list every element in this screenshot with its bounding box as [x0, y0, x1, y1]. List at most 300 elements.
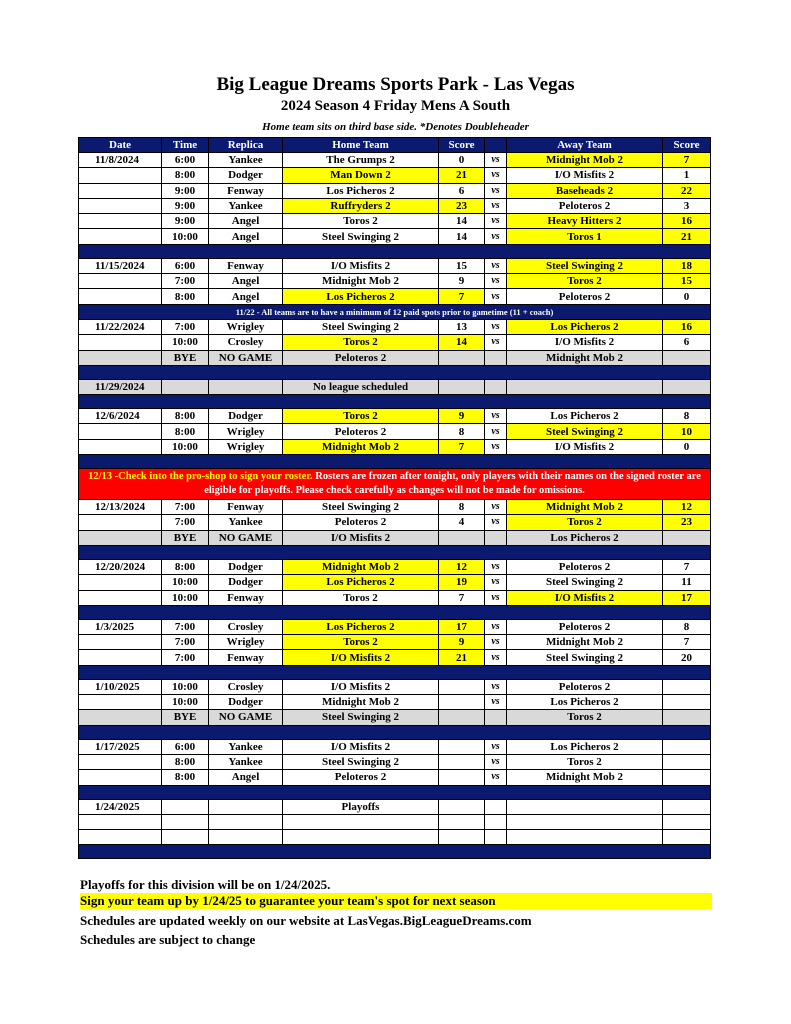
- home-score: 19: [439, 575, 485, 590]
- game-time: 10:00: [162, 229, 209, 244]
- home-team: Toros 2: [283, 214, 439, 229]
- game-replica: Dodger: [209, 168, 283, 183]
- separator-cell: [79, 545, 711, 559]
- away-score: 15: [663, 274, 711, 289]
- empty-cell: [162, 814, 209, 829]
- home-team: Man Down 2: [283, 168, 439, 183]
- away-score: [663, 710, 711, 725]
- game-row: [79, 168, 711, 183]
- game-row: [79, 500, 711, 515]
- empty-cell: [439, 379, 485, 394]
- home-team: I/O Misfits 2: [283, 650, 439, 665]
- game-time: 10:00: [162, 439, 209, 454]
- away-score: 10: [663, 424, 711, 439]
- col-date: Date: [79, 138, 162, 153]
- home-score: 8: [439, 500, 485, 515]
- page-title: Big League Dreams Sports Park - Las Vegas: [216, 74, 575, 95]
- home-score: [439, 695, 485, 710]
- home-team: Los Picheros 2: [283, 575, 439, 590]
- away-score: 22: [663, 183, 711, 198]
- game-date: [79, 575, 162, 590]
- col-home-team: Home Team: [283, 138, 439, 153]
- home-team: Toros 2: [283, 335, 439, 350]
- game-time: BYE: [162, 530, 209, 545]
- home-score: [439, 770, 485, 785]
- playoffs-text: Playoffs: [283, 799, 439, 814]
- empty-cell: [162, 830, 209, 845]
- game-replica: Crosley: [209, 335, 283, 350]
- game-time: 7:00: [162, 635, 209, 650]
- game-row: [79, 289, 711, 304]
- home-score: [439, 679, 485, 694]
- schedule-note: Home team sits on third base side. *Denotes Doubleheader: [262, 121, 529, 133]
- away-score: 3: [663, 198, 711, 213]
- game-replica: Dodger: [209, 409, 283, 424]
- game-time: 6:00: [162, 739, 209, 754]
- game-date: [79, 229, 162, 244]
- game-time: 7:00: [162, 500, 209, 515]
- game-time: 9:00: [162, 214, 209, 229]
- week-separator: [79, 365, 711, 379]
- vs-label: vs: [485, 335, 507, 350]
- vs-label: vs: [485, 635, 507, 650]
- game-date: [79, 710, 162, 725]
- away-score: [663, 530, 711, 545]
- col-time: Time: [162, 138, 209, 153]
- separator-cell: [79, 455, 711, 469]
- away-team: Los Picheros 2: [507, 530, 663, 545]
- notice-row: [79, 304, 711, 319]
- vs-label: vs: [485, 168, 507, 183]
- away-score: 18: [663, 258, 711, 273]
- away-score: [663, 770, 711, 785]
- away-team: I/O Misfits 2: [507, 335, 663, 350]
- bye-row: [79, 350, 711, 365]
- game-time: 8:00: [162, 424, 209, 439]
- game-time: BYE: [162, 350, 209, 365]
- vs-label: vs: [485, 619, 507, 634]
- game-time: 7:00: [162, 515, 209, 530]
- away-score: [663, 679, 711, 694]
- game-time: 7:00: [162, 650, 209, 665]
- game-replica: NO GAME: [209, 710, 283, 725]
- home-team: Steel Swinging 2: [283, 500, 439, 515]
- separator-cell: [79, 365, 711, 379]
- empty-cell: [209, 814, 283, 829]
- game-replica: Fenway: [209, 500, 283, 515]
- game-time: 8:00: [162, 559, 209, 574]
- week-separator: [79, 725, 711, 739]
- vs-label: vs: [485, 439, 507, 454]
- game-replica: Yankee: [209, 515, 283, 530]
- vs-label: vs: [485, 319, 507, 334]
- empty-cell: [283, 830, 439, 845]
- game-date: 12/6/2024: [79, 409, 162, 424]
- vs-label: [485, 530, 507, 545]
- game-time: 6:00: [162, 153, 209, 168]
- game-row: [79, 559, 711, 574]
- notice-text: 11/22 - All teams are to have a minimum of 12 paid spots prior to gametime (11 + coach): [79, 304, 711, 319]
- game-replica: Angel: [209, 289, 283, 304]
- separator-cell: [79, 725, 711, 739]
- game-row: [79, 153, 711, 168]
- empty-cell: [209, 379, 283, 394]
- game-date: [79, 350, 162, 365]
- game-time: 8:00: [162, 168, 209, 183]
- game-row: [79, 183, 711, 198]
- game-row: [79, 515, 711, 530]
- game-date: [79, 650, 162, 665]
- game-row: [79, 214, 711, 229]
- footer-signup: Sign your team up by 1/24/25 to guarantee your team's spot for next season: [80, 893, 712, 909]
- game-time: 8:00: [162, 754, 209, 769]
- col-home-score: Score: [439, 138, 485, 153]
- game-replica: Fenway: [209, 258, 283, 273]
- home-score: 6: [439, 183, 485, 198]
- week-separator: [79, 605, 711, 619]
- empty-cell: [439, 814, 485, 829]
- empty-cell: [162, 799, 209, 814]
- game-replica: Crosley: [209, 619, 283, 634]
- away-score: 7: [663, 635, 711, 650]
- away-score: 16: [663, 319, 711, 334]
- roster-alert-text: Rosters are frozen after tonight, only players with their names on the signed roster are eligible for playoffs. Please check carefully as changes will not be made for omissions.: [204, 471, 701, 497]
- game-replica: Fenway: [209, 183, 283, 198]
- game-time: 10:00: [162, 679, 209, 694]
- away-team: Los Picheros 2: [507, 695, 663, 710]
- empty-cell: [485, 830, 507, 845]
- home-team: Ruffryders 2: [283, 198, 439, 213]
- home-score: 21: [439, 650, 485, 665]
- game-row: [79, 198, 711, 213]
- week-separator: [79, 395, 711, 409]
- game-replica: Angel: [209, 214, 283, 229]
- game-replica: NO GAME: [209, 530, 283, 545]
- game-date: [79, 439, 162, 454]
- game-replica: Dodger: [209, 559, 283, 574]
- away-score: 23: [663, 515, 711, 530]
- vs-label: vs: [485, 229, 507, 244]
- home-team: Steel Swinging 2: [283, 319, 439, 334]
- empty-cell: [507, 830, 663, 845]
- game-date: [79, 754, 162, 769]
- vs-label: vs: [485, 258, 507, 273]
- game-row: [79, 650, 711, 665]
- empty-cell: [439, 830, 485, 845]
- home-score: 14: [439, 229, 485, 244]
- game-replica: Dodger: [209, 695, 283, 710]
- empty-cell: [162, 379, 209, 394]
- game-replica: Angel: [209, 770, 283, 785]
- home-team: Los Picheros 2: [283, 289, 439, 304]
- game-time: 9:00: [162, 198, 209, 213]
- away-team: Toros 1: [507, 229, 663, 244]
- game-row: [79, 439, 711, 454]
- blank-row: [79, 814, 711, 829]
- home-score: 14: [439, 335, 485, 350]
- game-replica: Yankee: [209, 198, 283, 213]
- game-date: [79, 590, 162, 605]
- separator-cell: [79, 845, 711, 859]
- game-time: 9:00: [162, 183, 209, 198]
- game-row: [79, 739, 711, 754]
- away-score: 8: [663, 409, 711, 424]
- vs-label: vs: [485, 559, 507, 574]
- home-team: Steel Swinging 2: [283, 229, 439, 244]
- separator-cell: [79, 665, 711, 679]
- away-score: 0: [663, 289, 711, 304]
- game-time: 10:00: [162, 575, 209, 590]
- home-score: 17: [439, 619, 485, 634]
- game-date: [79, 515, 162, 530]
- game-replica: NO GAME: [209, 350, 283, 365]
- empty-cell: [507, 379, 663, 394]
- home-team: Los Picheros 2: [283, 619, 439, 634]
- game-date: [79, 635, 162, 650]
- game-replica: Yankee: [209, 739, 283, 754]
- vs-label: vs: [485, 695, 507, 710]
- game-time: 10:00: [162, 695, 209, 710]
- away-team: Peloteros 2: [507, 289, 663, 304]
- vs-label: vs: [485, 575, 507, 590]
- bye-row: [79, 530, 711, 545]
- home-team: Steel Swinging 2: [283, 710, 439, 725]
- home-score: 8: [439, 424, 485, 439]
- home-team: Peloteros 2: [283, 350, 439, 365]
- game-date: 1/10/2025: [79, 679, 162, 694]
- game-date: [79, 530, 162, 545]
- away-team: Peloteros 2: [507, 559, 663, 574]
- away-team: Midnight Mob 2: [507, 500, 663, 515]
- schedule-header-row: [79, 138, 711, 153]
- home-team: The Grumps 2: [283, 153, 439, 168]
- home-score: 9: [439, 409, 485, 424]
- col-away-team: Away Team: [507, 138, 663, 153]
- home-score: [439, 710, 485, 725]
- game-row: [79, 770, 711, 785]
- home-score: 23: [439, 198, 485, 213]
- game-date: 11/8/2024: [79, 153, 162, 168]
- game-time: 7:00: [162, 274, 209, 289]
- empty-cell: [79, 830, 162, 845]
- vs-label: vs: [485, 274, 507, 289]
- game-row: [79, 229, 711, 244]
- away-team: Peloteros 2: [507, 198, 663, 213]
- game-date: [79, 770, 162, 785]
- vs-label: vs: [485, 650, 507, 665]
- away-team: Peloteros 2: [507, 619, 663, 634]
- home-score: 12: [439, 559, 485, 574]
- blank-row: [79, 830, 711, 845]
- away-score: [663, 350, 711, 365]
- empty-cell: [507, 814, 663, 829]
- game-row: [79, 274, 711, 289]
- game-replica: Yankee: [209, 153, 283, 168]
- game-row: [79, 619, 711, 634]
- game-time: 8:00: [162, 409, 209, 424]
- away-score: [663, 695, 711, 710]
- away-score: 11: [663, 575, 711, 590]
- game-replica: Wrigley: [209, 319, 283, 334]
- game-row: [79, 424, 711, 439]
- away-team: I/O Misfits 2: [507, 168, 663, 183]
- col-vs: [485, 138, 507, 153]
- empty-cell: [209, 830, 283, 845]
- game-time: 8:00: [162, 289, 209, 304]
- week-separator: [79, 545, 711, 559]
- game-replica: Wrigley: [209, 439, 283, 454]
- home-score: 0: [439, 153, 485, 168]
- vs-label: vs: [485, 198, 507, 213]
- game-replica: Fenway: [209, 590, 283, 605]
- game-date: [79, 335, 162, 350]
- home-team: Los Picheros 2: [283, 183, 439, 198]
- game-date: [79, 168, 162, 183]
- game-row: [79, 754, 711, 769]
- empty-cell: [439, 799, 485, 814]
- home-team: Midnight Mob 2: [283, 559, 439, 574]
- game-date: [79, 695, 162, 710]
- game-row: [79, 409, 711, 424]
- vs-label: vs: [485, 183, 507, 198]
- away-team: Steel Swinging 2: [507, 650, 663, 665]
- vs-label: vs: [485, 515, 507, 530]
- home-score: 7: [439, 590, 485, 605]
- game-time: 7:00: [162, 319, 209, 334]
- roster-alert: [79, 469, 711, 500]
- home-team: I/O Misfits 2: [283, 258, 439, 273]
- away-team: Steel Swinging 2: [507, 575, 663, 590]
- game-row: [79, 695, 711, 710]
- home-team: Midnight Mob 2: [283, 274, 439, 289]
- week-separator: [79, 665, 711, 679]
- away-score: 7: [663, 559, 711, 574]
- home-score: 9: [439, 274, 485, 289]
- separator-cell: [79, 244, 711, 258]
- col-away-score: Score: [663, 138, 711, 153]
- roster-alert-row: [79, 469, 711, 500]
- away-team: Peloteros 2: [507, 679, 663, 694]
- vs-label: vs: [485, 409, 507, 424]
- vs-label: [485, 350, 507, 365]
- away-team: Steel Swinging 2: [507, 258, 663, 273]
- separator-cell: [79, 395, 711, 409]
- away-score: 7: [663, 153, 711, 168]
- game-replica: Angel: [209, 274, 283, 289]
- game-row: [79, 575, 711, 590]
- game-time: 10:00: [162, 590, 209, 605]
- game-row: [79, 679, 711, 694]
- week-separator: [79, 455, 711, 469]
- away-score: 17: [663, 590, 711, 605]
- game-date: [79, 424, 162, 439]
- game-row: [79, 319, 711, 334]
- game-row: [79, 635, 711, 650]
- home-team: Steel Swinging 2: [283, 754, 439, 769]
- home-score: 21: [439, 168, 485, 183]
- away-team: Toros 2: [507, 515, 663, 530]
- week-separator: [79, 785, 711, 799]
- empty-cell: [663, 830, 711, 845]
- home-score: 9: [439, 635, 485, 650]
- vs-label: vs: [485, 153, 507, 168]
- game-date: [79, 274, 162, 289]
- away-score: 20: [663, 650, 711, 665]
- vs-label: vs: [485, 754, 507, 769]
- home-score: [439, 350, 485, 365]
- game-replica: Wrigley: [209, 424, 283, 439]
- game-date: [79, 289, 162, 304]
- empty-cell: [663, 799, 711, 814]
- game-time: 10:00: [162, 335, 209, 350]
- roster-alert-lead: 12/13 -Check into the pro-shop to sign your roster.: [88, 471, 313, 483]
- vs-label: vs: [485, 739, 507, 754]
- game-replica: Fenway: [209, 650, 283, 665]
- home-team: Toros 2: [283, 409, 439, 424]
- home-team: Toros 2: [283, 590, 439, 605]
- home-score: 14: [439, 214, 485, 229]
- away-team: Midnight Mob 2: [507, 350, 663, 365]
- game-row: [79, 335, 711, 350]
- home-team: Midnight Mob 2: [283, 695, 439, 710]
- empty-cell: [485, 814, 507, 829]
- away-score: 1: [663, 168, 711, 183]
- game-date: 11/22/2024: [79, 319, 162, 334]
- game-date: [79, 183, 162, 198]
- no-league-row: [79, 379, 711, 394]
- home-team: I/O Misfits 2: [283, 679, 439, 694]
- game-date: 1/17/2025: [79, 739, 162, 754]
- home-team: I/O Misfits 2: [283, 739, 439, 754]
- game-date: 11/15/2024: [79, 258, 162, 273]
- empty-cell: [209, 799, 283, 814]
- bye-row: [79, 710, 711, 725]
- away-team: Los Picheros 2: [507, 409, 663, 424]
- game-time: 7:00: [162, 619, 209, 634]
- away-team: Toros 2: [507, 274, 663, 289]
- vs-label: vs: [485, 590, 507, 605]
- away-score: [663, 739, 711, 754]
- away-team: Toros 2: [507, 710, 663, 725]
- game-date: 1/3/2025: [79, 619, 162, 634]
- vs-label: vs: [485, 500, 507, 515]
- game-replica: Yankee: [209, 754, 283, 769]
- away-score: 12: [663, 500, 711, 515]
- away-team: I/O Misfits 2: [507, 439, 663, 454]
- home-team: Midnight Mob 2: [283, 439, 439, 454]
- game-time: BYE: [162, 710, 209, 725]
- no-league-text: No league scheduled: [283, 379, 439, 394]
- home-team: Peloteros 2: [283, 424, 439, 439]
- game-row: [79, 590, 711, 605]
- home-score: 7: [439, 439, 485, 454]
- empty-cell: [507, 799, 663, 814]
- empty-cell: [485, 799, 507, 814]
- footer-playoffs: Playoffs for this division will be on 1/24/2025.: [80, 877, 331, 892]
- game-date: 12/13/2024: [79, 500, 162, 515]
- page-subtitle: 2024 Season 4 Friday Mens A South: [280, 98, 511, 114]
- footer-website: Schedules are updated weekly on our website at LasVegas.BigLeagueDreams.com: [80, 913, 532, 928]
- playoffs-row: [79, 799, 711, 814]
- away-score: 0: [663, 439, 711, 454]
- vs-label: vs: [485, 289, 507, 304]
- week-separator: [79, 244, 711, 258]
- game-replica: Angel: [209, 229, 283, 244]
- col-replica: Replica: [209, 138, 283, 153]
- footer-disclaimer: Schedules are subject to change: [80, 932, 256, 947]
- empty-cell: [663, 814, 711, 829]
- vs-label: vs: [485, 679, 507, 694]
